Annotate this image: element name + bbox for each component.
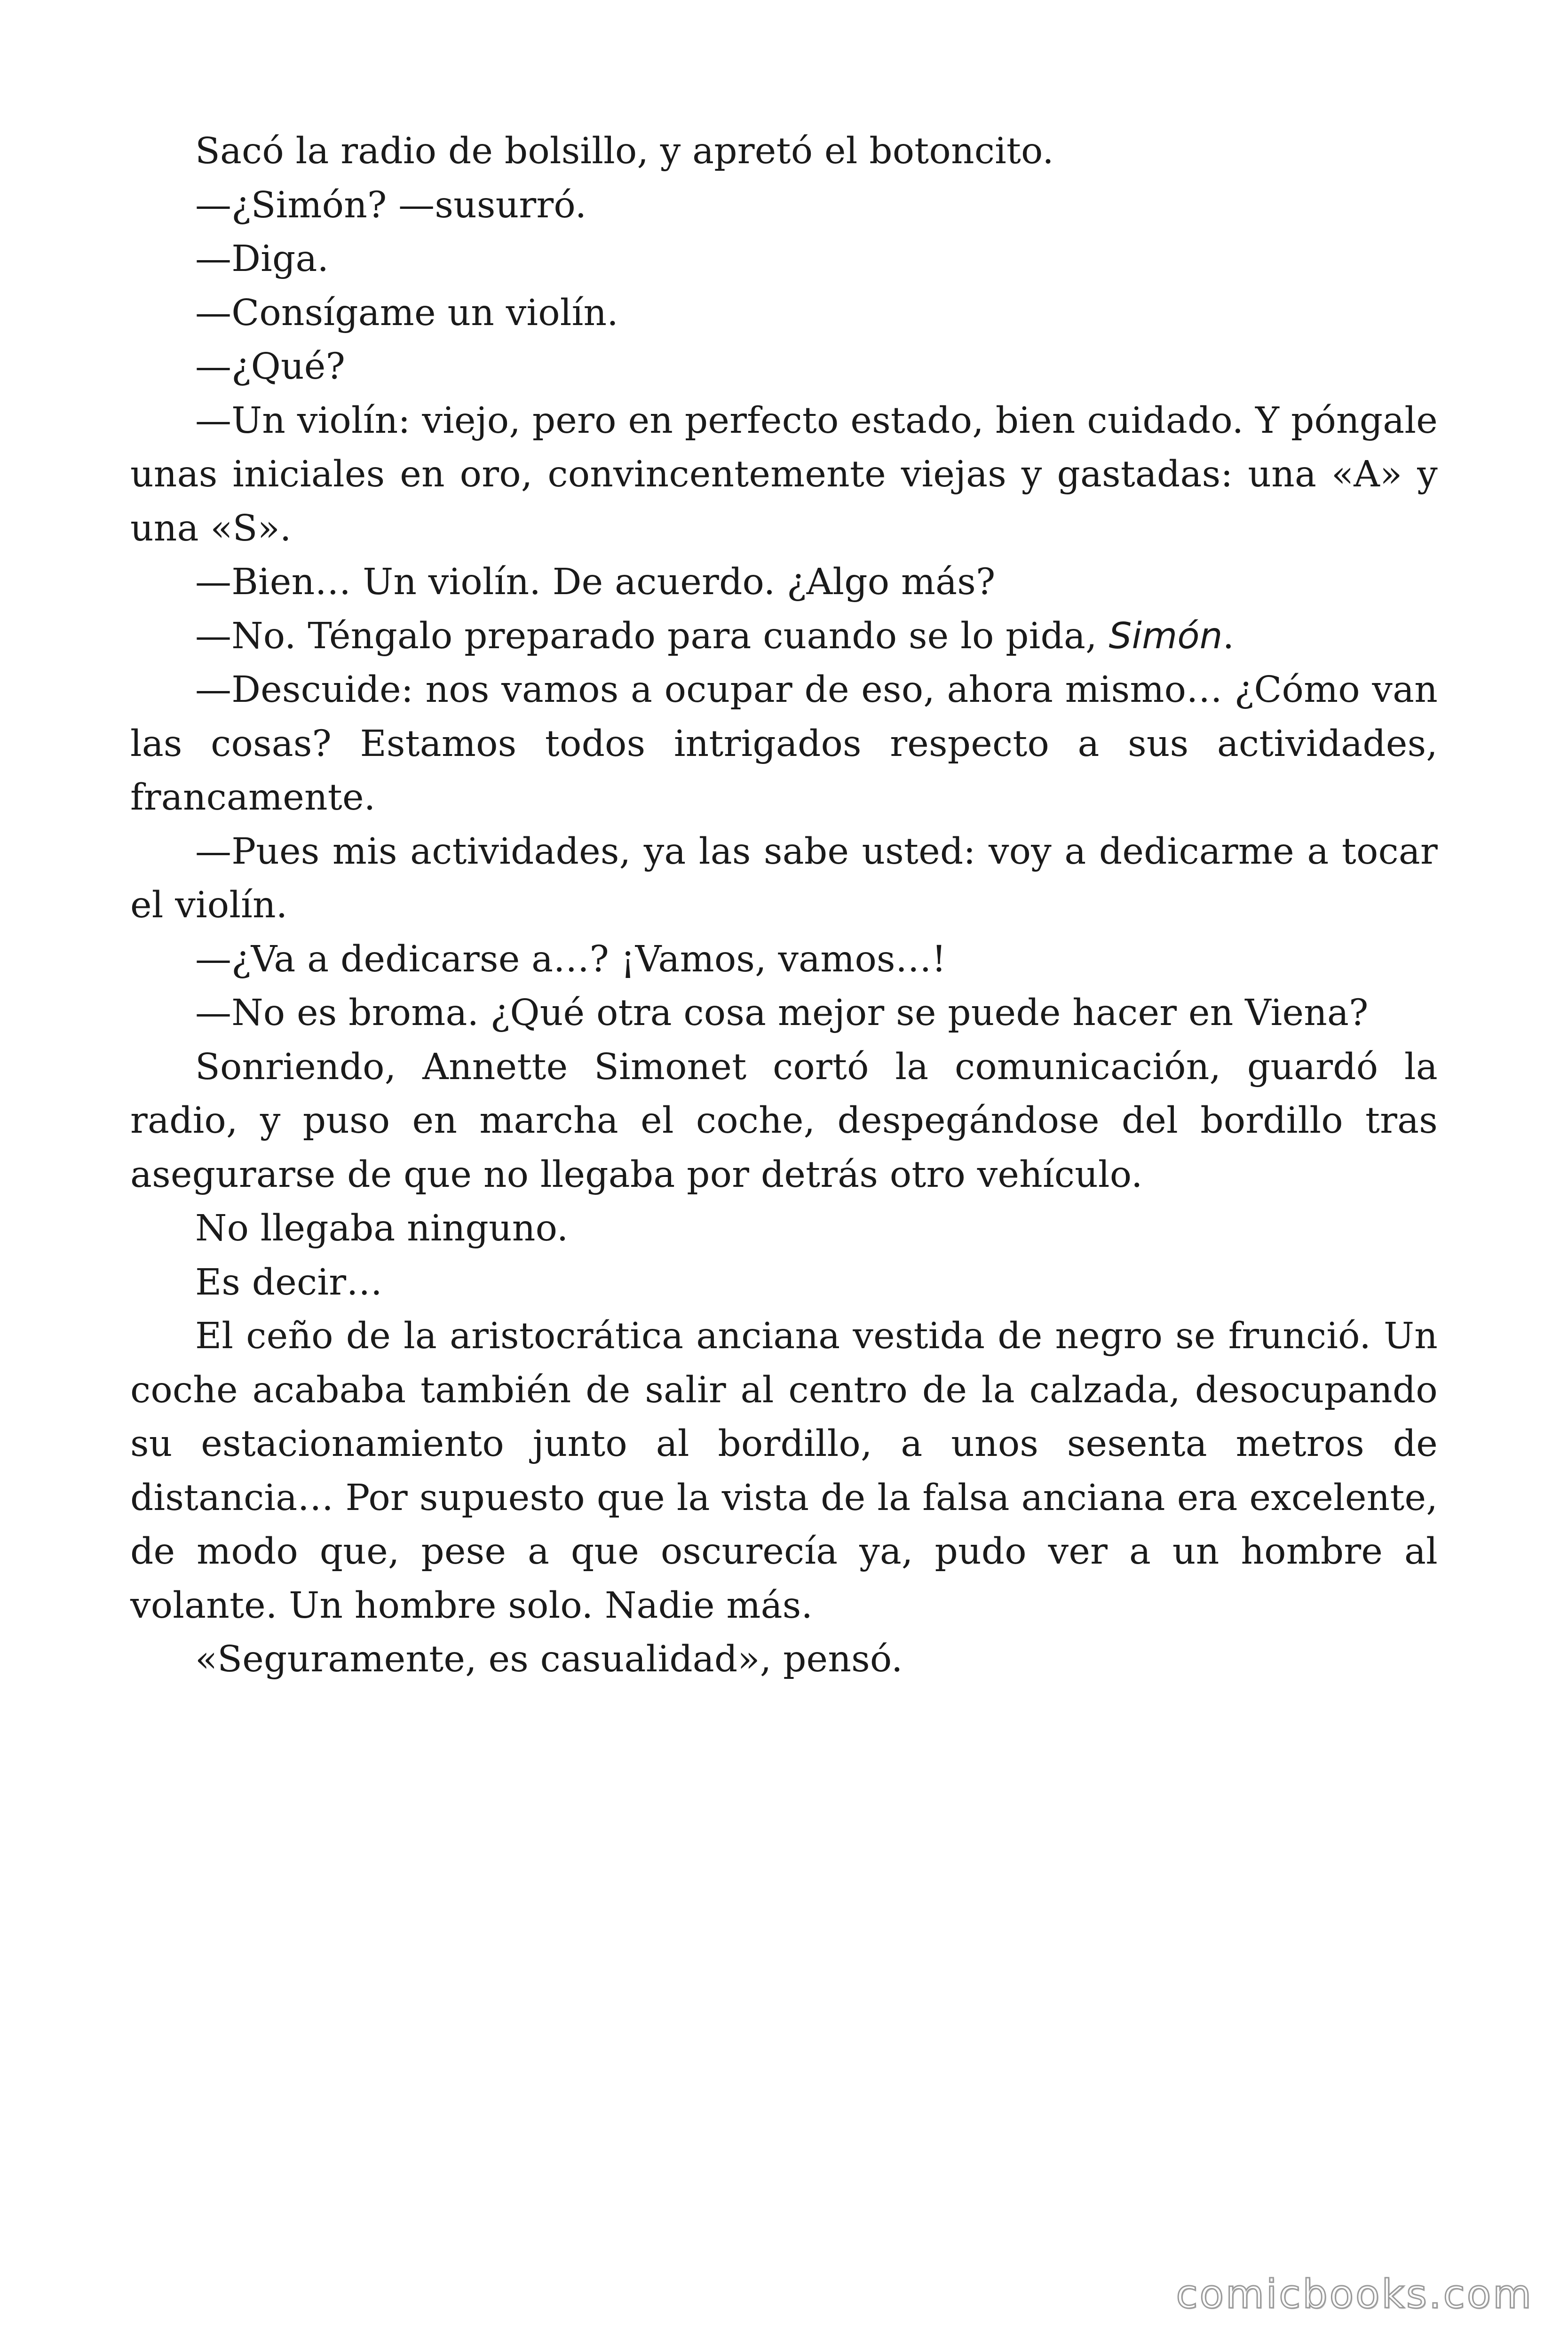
paragraph: —Diga. xyxy=(195,238,329,280)
paragraph: —No es broma. ¿Qué otra cosa mejor se puede hacer en Viena? xyxy=(195,992,1369,1034)
paragraph: —¿Qué? xyxy=(195,346,346,388)
italic-name: Simón xyxy=(1109,615,1223,657)
paragraph: Sonriendo, Annette Simonet cortó la comunicación, guardó la radio, y puso en marcha el coche, despegándose del bordillo tras asegurarse de que no llegaba por detrás otro vehículo. xyxy=(130,1046,1438,1196)
watermark: comicbooks.com xyxy=(1176,2271,1533,2317)
paragraph: «Seguramente, es casualidad», pensó. xyxy=(195,1638,903,1680)
paragraph: Sacó la radio de bolsillo, y apretó el botoncito. xyxy=(195,130,1054,172)
paragraph: —¿Simón? —susurró. xyxy=(195,184,587,226)
paragraph-text: . xyxy=(1222,615,1235,657)
paragraph-text: —No. Téngalo preparado para cuando se lo pida, xyxy=(195,615,1109,657)
paragraph: —Un violín: viejo, pero en perfecto estado, bien cuidado. Y póngale unas iniciales en oro, convincentemente viejas y gastadas: una «A» y una «S». xyxy=(130,399,1438,549)
paragraph: El ceño de la aristocrática anciana vestida de negro se frunció. Un coche acababa también de salir al centro de la calzada, desocupando su estacionamiento junto al bordillo, a unos sesenta metros de distancia… Por supuesto que la vista de la falsa anciana era excelente, de modo que, pese a que oscurecía ya, pudo ver a un hombre al volante. Un hombre solo. Nadie más. xyxy=(130,1315,1438,1627)
body-text xyxy=(130,125,1438,1687)
paragraph: —Descuide: nos vamos a ocupar de eso, ahora mismo… ¿Cómo van las cosas? Estamos todos intrigados respecto a sus actividades, francamente. xyxy=(130,669,1438,818)
paragraph: —¿Va a dedicarse a…? ¡Vamos, vamos…! xyxy=(195,938,947,980)
paragraph: —Pues mis actividades, ya las sabe usted: voy a dedicarme a tocar el violín. xyxy=(130,830,1438,926)
paragraph: —Bien… Un violín. De acuerdo. ¿Algo más? xyxy=(195,561,996,603)
paragraph: Es decir… xyxy=(195,1261,383,1303)
paragraph xyxy=(130,610,1438,664)
paragraph: No llegaba ninguno. xyxy=(195,1208,569,1249)
paragraph: —Consígame un violín. xyxy=(195,292,618,334)
